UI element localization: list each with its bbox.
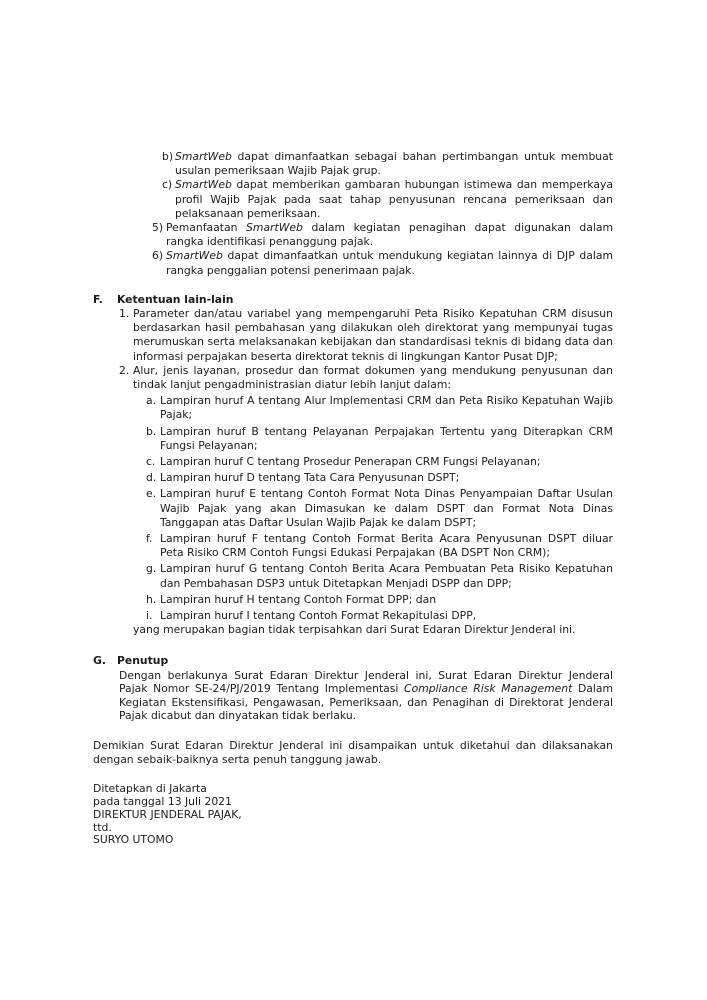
text-segment: Parameter dan/atau variabel yang mempengaruhi Peta Risiko Kepatuhan CRM disusun berdasarkan hasil pembahasan yang dilakukan oleh direktorat yang mempunyai tugas merumuskan serta melaksanakan kebijakan dan standardisasi teknis di bidang data dan informasi perpajakan beserta direktorat teknis di lingkungan Kantor Pusat DJP;: [133, 307, 613, 363]
list-item-text: [133, 307, 613, 364]
list-item-text: [160, 609, 613, 623]
list-marker: d.: [146, 471, 157, 485]
f-item-2: [93, 364, 613, 392]
document-page: [93, 150, 613, 847]
text-segment: Lampiran huruf C tentang Prosedur Penerapan CRM Fungsi Pelayanan;: [160, 455, 541, 469]
text-segment: dalam kegiatan penagihan dapat digunakan dalam rangka identifikasi penanggung pajak.: [166, 221, 613, 249]
signature-name: SURYO UTOMO: [93, 833, 174, 847]
text-segment: Lampiran huruf D tentang Tata Cara Penyusunan DSPT;: [160, 471, 460, 485]
list-item-text: [160, 562, 613, 590]
list-marker: c): [162, 178, 173, 192]
text-segment: Alur, jenis layanan, prosedur dan format dokumen yang mendukung penyusunan dan tindak lanjut pengadministrasian diatur lebih lanjut dalam:: [133, 363, 613, 392]
list-item-text: [166, 249, 613, 277]
f-item-1: [93, 307, 613, 364]
text-segment: Dalam Kegiatan Ekstensifikasi, Pengawasan, Pemeriksaan, dan Penagihan di Direktorat Jenderal Pajak dicabut dan dinyatakan tidak berlaku.: [119, 682, 614, 722]
text-segment: Lampiran huruf B tentang Pelayanan Perpajakan Tertentu yang Diterapkan CRM Fungsi Pelayanan;: [160, 424, 613, 452]
section-g-heading: [93, 654, 613, 668]
signature-place: Ditetapkan di Jakarta: [93, 782, 207, 796]
list-marker: 1.: [119, 307, 130, 321]
list-marker: c.: [146, 455, 156, 469]
list-marker: 2.: [119, 363, 130, 377]
section-marker: F.: [93, 292, 103, 306]
list-marker: h.: [146, 592, 157, 606]
list-marker: f.: [146, 532, 153, 546]
closing-paragraph: Demikian Surat Edaran Direktur Jenderal ini disampaikan untuk diketahui dan dilaksanakan dengan sebaik-baiknya serta penuh tanggung jawab.: [93, 739, 613, 766]
italic-text-segment: Compliance Risk Management: [404, 682, 573, 696]
text-segment: Lampiran huruf G tentang Contoh Berita Acara Pembuatan Peta Risiko Kepatuhan dan Pembahasan DSP3 untuk Ditetapkan Menjadi DSPP dan DPP;: [160, 562, 613, 590]
list-marker: b): [162, 150, 174, 163]
g-paragraph: [119, 669, 613, 723]
list-marker: g.: [146, 562, 157, 576]
list-item-text: [133, 364, 613, 392]
signature-title: DIREKTUR JENDERAL PAJAK,: [93, 807, 242, 821]
italic-text-segment: SmartWeb: [175, 150, 232, 163]
section-marker: G.: [93, 653, 106, 667]
f-sub-item-e: [93, 487, 613, 530]
signature-date: pada tanggal 13 Juli 2021: [93, 794, 232, 808]
f-sub-item-h: [93, 593, 613, 607]
f-sub-item-i: [93, 609, 613, 623]
text-segment: Lampiran huruf A tentang Alur Implementasi CRM dan Peta Risiko Kepatuhan Wajib Pajak;: [160, 394, 613, 422]
intro-item-5: [93, 221, 613, 249]
italic-text-segment: SmartWeb: [166, 249, 223, 263]
f-sub-item-a: [93, 394, 613, 422]
list-marker: i.: [146, 609, 153, 623]
list-marker: 6): [152, 249, 164, 263]
f-closing-line: yang merupakan bagian tidak terpisahkan dari Surat Edaran Direktur Jenderal ini.: [133, 623, 576, 637]
text-segment: Dengan berlakunya Surat Edaran Direktur Jenderal ini, Surat Edaran Direktur Jenderal Pajak Nomor SE-24/PJ/2019 Tentang Implementasi: [119, 668, 613, 696]
list-item-text: [160, 487, 613, 530]
list-item-text: [166, 221, 613, 249]
intro-item-b: [93, 150, 613, 178]
section-title: Penutup: [117, 653, 169, 667]
text-segment: Lampiran huruf F tentang Contoh Format Berita Acara Penyusunan DSPT diluar Peta Risiko CRM Contoh Fungsi Edukasi Perpajakan (BA DSPT Non CRM);: [160, 532, 613, 560]
list-item-text: [160, 455, 613, 469]
section-f-heading: [93, 293, 613, 307]
f-sub-item-f: [93, 532, 613, 560]
list-item-text: [160, 394, 613, 422]
section-title: Ketentuan lain-lain: [117, 292, 234, 306]
f-sub-item-d: [93, 471, 613, 485]
list-item-text: [160, 425, 613, 453]
list-marker: a.: [146, 394, 157, 408]
f-sub-item-g: [93, 562, 613, 590]
text-segment: Lampiran huruf E tentang Contoh Format Nota Dinas Penyampaian Daftar Usulan Wajib Pajak yang akan Dimasukan ke dalam DSPT dan Format Nota Dinas Tanggapan atas Daftar Usulan Wajib Pajak ke dalam DSPT;: [160, 487, 613, 529]
f-sub-item-b: [93, 425, 613, 453]
f-sub-item-c: [93, 455, 613, 469]
italic-text-segment: SmartWeb: [175, 178, 232, 192]
text-segment: Lampiran huruf H tentang Contoh Format DPP; dan: [160, 592, 437, 606]
text-segment: Lampiran huruf I tentang Contoh Format Rekapitulasi DPP,: [160, 609, 477, 623]
intro-item-6: [93, 249, 613, 277]
text-segment: dapat dimanfaatkan sebagai bahan pertimbangan untuk membuat usulan pemeriksaan Wajib Pajak grup.: [175, 150, 613, 178]
signature-block: [93, 783, 613, 847]
list-marker: e.: [146, 487, 157, 501]
intro-item-c: [93, 178, 613, 221]
list-marker: b.: [146, 424, 157, 438]
text-segment: dapat memberikan gambaran hubungan istimewa dan memperkaya profil Wajib Pajak pada saat tahap penyusunan rencana pemeriksaan dan pelaksanaan pemeriksaan.: [175, 178, 613, 220]
list-item-text: [160, 471, 613, 485]
signature-ttd: ttd.: [93, 820, 112, 834]
list-item-text: [160, 593, 613, 607]
text-segment: Pemanfaatan: [166, 221, 247, 235]
list-item-text: [175, 150, 613, 178]
list-item-text: [175, 178, 613, 221]
list-item-text: [160, 532, 613, 560]
list-marker: 5): [152, 221, 164, 235]
text-segment: dapat dimanfaatkan untuk mendukung kegiatan lainnya di DJP dalam rangka penggalian potensi penerimaan pajak.: [166, 249, 613, 277]
italic-text-segment: SmartWeb: [246, 221, 303, 235]
